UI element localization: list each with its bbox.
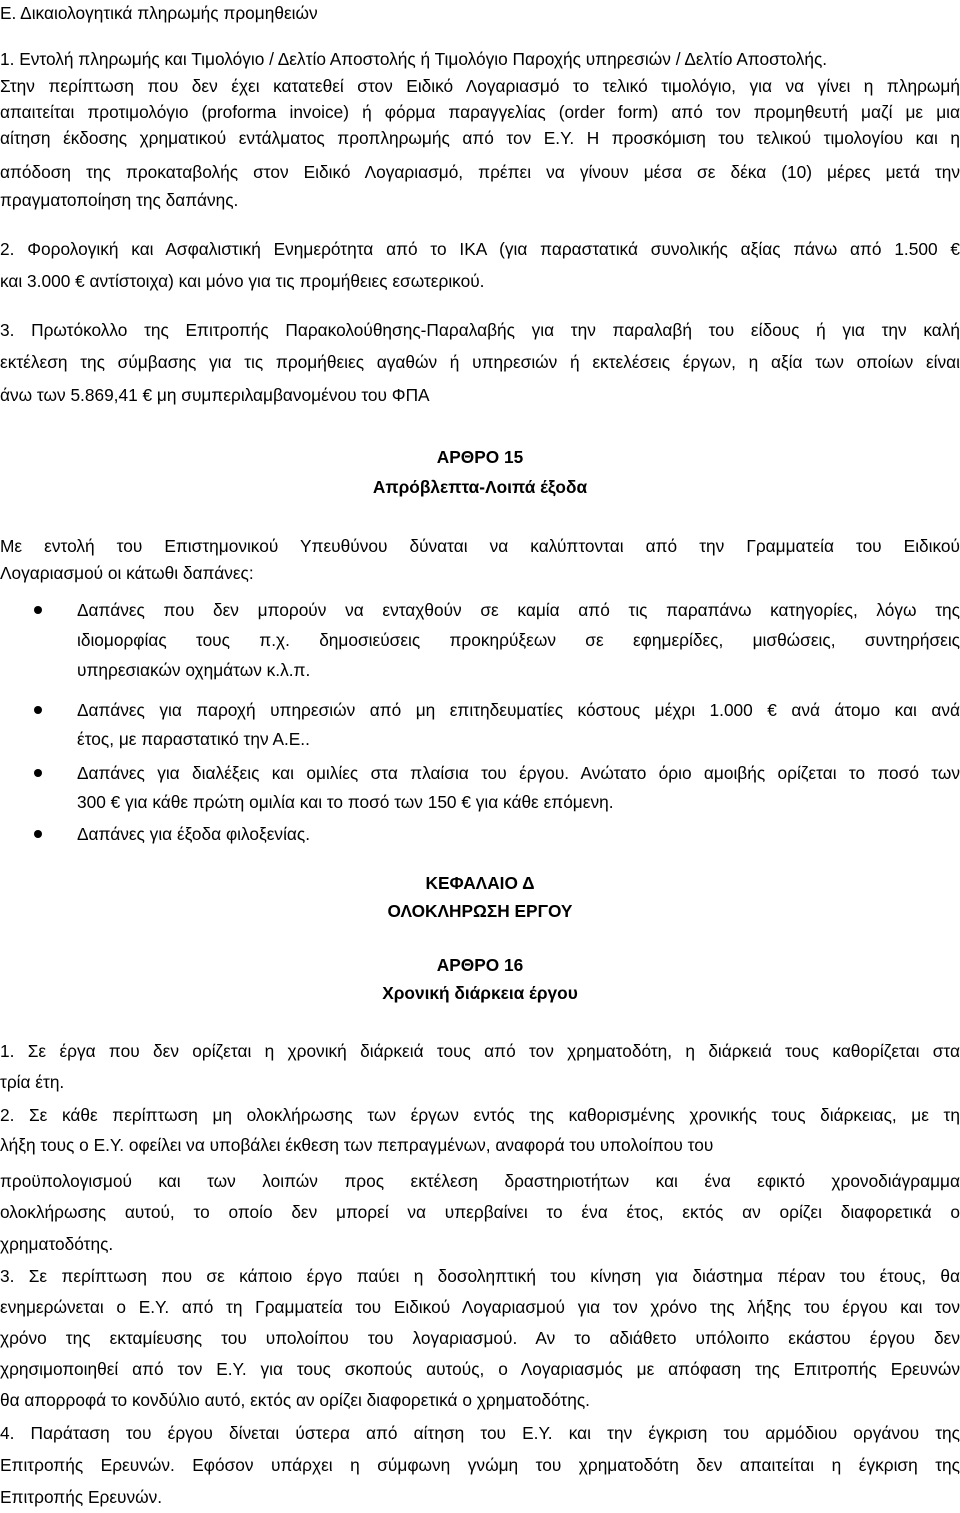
- bullet-item-line: έτος, με παραστατικό την Α.Ε..: [77, 729, 310, 749]
- bullet-dot: [34, 769, 42, 777]
- bullet-dot: [34, 706, 42, 714]
- article16-line: 2. Σε κάθε περίπτωση μη ολοκλήρωσης των έργων εντός της καθορισμένης χρονικής τους διάρκειας, με τη: [0, 1105, 960, 1125]
- article15-intro-line: Λογαριασμού οι κάτωθι δαπάνες:: [0, 563, 254, 583]
- item1-line: απαιτείται προτιμολόγιο (proforma invoice) ή φόρμα παραγγελίας (order form) από τον προμηθευτή μαζί με μια: [0, 102, 960, 122]
- chapter-title: ΟΛΟΚΛΗΡΩΣΗ ΕΡΓΟΥ: [387, 901, 573, 921]
- item1-line: 1. Εντολή πληρωμής και Τιμολόγιο / Δελτίο Αποστολής ή Τιμολόγιο Παροχής υπηρεσιών / Δελτίο Αποστολής.: [0, 49, 828, 69]
- article16-line: προϋπολογισμού και των λοιπών προς εκτέλεση δραστηριοτήτων και ένα εφικτό χρονοδιάγραμμα: [0, 1171, 960, 1191]
- item3-line: εκτέλεση της σύμβασης για τις προμήθειες αγαθών ή υπηρεσιών ή εκτελέσεις έργων, η αξία των οποίων είναι: [0, 352, 960, 372]
- article16-line: 3. Σε περίπτωση που σε κάποιο έργο παύει η δοσοληπτική του κίνηση για διάστημα πέραν του έτους, θα: [0, 1266, 960, 1286]
- bullet-item-line: ιδιομορφίας τους π.χ. δημοσιεύσεις προκηρύξεων σε εφημερίδες, μισθώσεις, συντηρήσεις: [77, 630, 960, 650]
- article16-line: Επιτροπής Ερευνών. Εφόσον υπάρχει η σύμφωνη γνώμη του χρηματοδότη δεν απαιτείται η έγκριση της: [0, 1455, 960, 1475]
- bullet-dot: [34, 830, 42, 838]
- item2-line: και 3.000 € αντίστοιχα) και μόνο για τις προμήθειες εσωτερικού.: [0, 271, 485, 291]
- item3-line: 3. Πρωτόκολλο της Επιτροπής Παρακολούθησης-Παραλαβής για την παραλαβή του είδους ή για την καλή: [0, 320, 960, 340]
- article15-intro-line: Με εντολή του Επιστημονικού Υπευθύνου δύναται να καλύπτονται από την Γραμματεία του Ειδικού: [0, 536, 960, 556]
- chapter-number: ΚΕΦΑΛΑΙΟ Δ: [425, 873, 535, 893]
- item1-line: απόδοση της προκαταβολής στον Ειδικό Λογαριασμό, πρέπει να γίνουν μέσα σε δέκα (10) μέρες μετά την: [0, 162, 960, 182]
- item1-line: πραγματοποίηση της δαπάνης.: [0, 190, 239, 210]
- section-heading: Ε. Δικαιολογητικά πληρωμής προμηθειών: [0, 3, 318, 23]
- article16-line: χρησιμοποιηθεί από τον Ε.Υ. για τους σκοπούς αυτούς, ο Λογαριασμός με απόφαση της Επιτροπής Ερευνών: [0, 1359, 960, 1379]
- article16-title: Χρονική διάρκεια έργου: [382, 983, 578, 1003]
- bullet-item-line: Δαπάνες για έξοδα φιλοξενίας.: [77, 824, 311, 844]
- article16-line: 1. Σε έργα που δεν ορίζεται η χρονική διάρκειά τους από τον χρηματοδότη, η διάρκειά τους καθορίζεται στα: [0, 1041, 960, 1061]
- article16-line: τρία έτη.: [0, 1072, 65, 1092]
- article16-line: 4. Παράταση του έργου δίνεται ύστερα από αίτηση του Ε.Υ. και την έγκριση του αρμόδιου οργάνου της: [0, 1423, 960, 1443]
- article16-line: λήξη τους ο Ε.Υ. οφείλει να υποβάλει έκθεση των πεπραγμένων, αναφορά του υπολοίπου του: [0, 1135, 714, 1155]
- bullet-item-line: 300 € για κάθε πρώτη ομιλία και το ποσό των 150 € για κάθε επόμενη.: [77, 792, 614, 812]
- item3-line: άνω των 5.869,41 € μη συμπεριλαμβανομένου του ΦΠΑ: [0, 385, 430, 405]
- article16-line: ενημερώνεται ο Ε.Υ. από τη Γραμματεία του Ειδικού Λογαριασμού για τον χρόνο της λήξης του έργου και τον: [0, 1297, 960, 1317]
- bullet-item-line: Δαπάνες για παροχή υπηρεσιών από μη επιτηδευματίες κόστους μέχρι 1.000 € ανά άτομο και ανά: [77, 700, 960, 720]
- article16-line: ολοκλήρωσης αυτού, το οποίο δεν μπορεί να υπερβαίνει το ένα έτος, εκτός αν ορίζει διαφορετικά ο: [0, 1202, 960, 1222]
- bullet-item-line: Δαπάνες για διαλέξεις και ομιλίες στα πλαίσια του έργου. Ανώτατο όριο αμοιβής ορίζεται το ποσό των: [77, 763, 960, 783]
- bullet-dot: [34, 606, 42, 614]
- item2-line: 2. Φορολογική και Ασφαλιστική Ενημερότητα από το ΙΚΑ (για παραστατικά συνολικής αξίας πάνω από 1.500 €: [0, 239, 960, 259]
- article16-line: Επιτροπής Ερευνών.: [0, 1487, 163, 1507]
- article16-number: ΑΡΘΡΟ 16: [436, 955, 524, 975]
- item1-line: αίτηση έκδοσης χρηματικού εντάλματος προπληρωμής από τον Ε.Υ. Η προσκόμιση του τελικού τιμολογίου και η: [0, 128, 960, 148]
- article15-number: ΑΡΘΡΟ 15: [436, 447, 524, 467]
- item1-line: Στην περίπτωση που δεν έχει κατατεθεί στον Ειδικό Λογαριασμό το τελικό τιμολόγιο, για να γίνει η πληρωμή: [0, 76, 960, 96]
- article16-line: χρόνο της εκταμίευσης του υπολοίπου του λογαριασμού. Αν το αδιάθετο υπόλοιπο εκάστου έργου δεν: [0, 1328, 960, 1348]
- bullet-item-line: Δαπάνες που δεν μπορούν να ενταχθούν σε καμία από τις παραπάνω κατηγορίες, λόγω της: [77, 600, 960, 620]
- article16-line: θα απορροφά το κονδύλιο αυτό, εκτός αν ορίζει διαφορετικά ο χρηματοδότης.: [0, 1390, 590, 1410]
- article16-line: χρηματοδότης.: [0, 1234, 114, 1254]
- article15-title: Απρόβλεπτα-Λοιπά έξοδα: [372, 477, 588, 497]
- bullet-item-line: υπηρεσιακών οχημάτων κ.λ.π.: [77, 660, 311, 680]
